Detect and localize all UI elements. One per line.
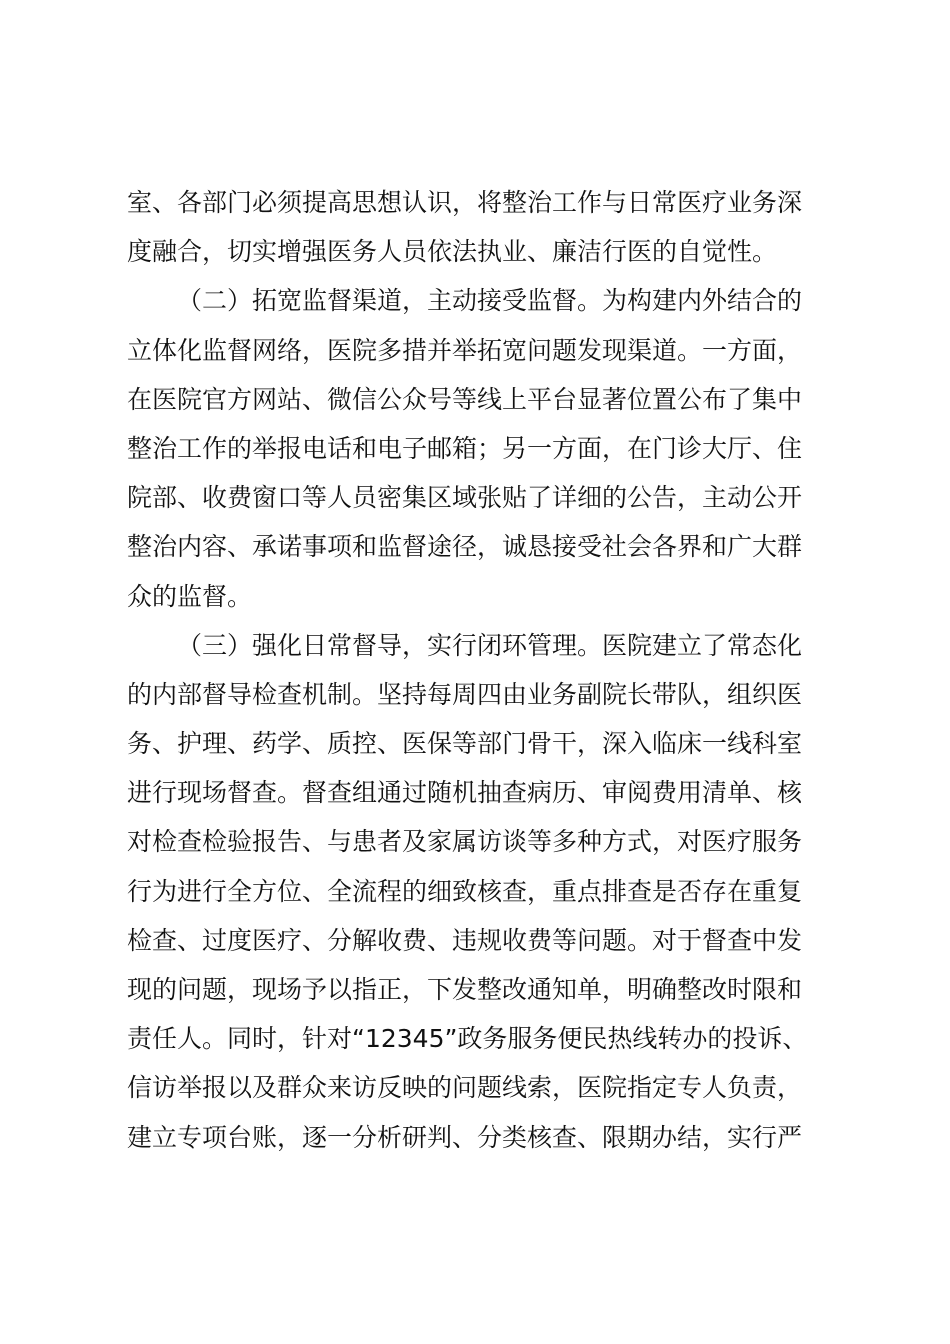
text-line: 室、各部门必须提高思想认识，将整治工作与日常医疗业务深 bbox=[127, 188, 803, 217]
text-line: 责任人。同时，针对“12345”政务服务便民热线转办的投诉、 bbox=[127, 1024, 808, 1054]
text-line: 整治内容、承诺事项和监督途径，诚恳接受社会各界和广大群 bbox=[127, 532, 803, 562]
text-line: 现的问题，现场予以指正，下发整改通知单，明确整改时限和 bbox=[127, 975, 803, 1004]
text-line: 检查、过度医疗、分解收费、违规收费等问题。对于督查中发 bbox=[127, 925, 803, 955]
text-line: 院部、收费窗口等人员密集区域张贴了详细的公告，主动公开 bbox=[127, 483, 803, 513]
body-text bbox=[127, 178, 847, 1162]
text-line: 众的监督。 bbox=[127, 581, 253, 611]
section-heading-line: （二）拓宽监督渠道，主动接受监督。为构建内外结合的 bbox=[177, 286, 803, 316]
section-heading-line: （三）强化日常督导，实行闭环管理。医院建立了常态化 bbox=[177, 630, 803, 660]
text-line: 整治工作的举报电话和电子邮箱；另一方面，在门诊大厅、住 bbox=[127, 433, 803, 463]
text-line: 立体化监督网络，医院多措并举拓宽问题发现渠道。一方面， bbox=[127, 335, 803, 365]
text-line: 在医院官方网站、微信公众号等线上平台显著位置公布了集中 bbox=[127, 384, 803, 414]
text-line: 行为进行全方位、全流程的细致核查，重点排查是否存在重复 bbox=[127, 876, 803, 906]
text-line: 务、护理、药学、质控、医保等部门骨干，深入临床一线科室 bbox=[127, 729, 803, 759]
text-line: 信访举报以及群众来访反映的问题线索，医院指定专人负责， bbox=[127, 1073, 803, 1103]
text-line: 建立专项台账，逐一分析研判、分类核查、限期办结，实行严 bbox=[127, 1122, 803, 1152]
text-line: 度融合，切实增强医务人员依法执业、廉洁行医的自觉性。 bbox=[127, 237, 778, 267]
text-line: 的内部督导检查机制。坚持每周四由业务副院长带队，组织医 bbox=[127, 679, 803, 709]
text-line: 进行现场督查。督查组通过随机抽查病历、审阅费用清单、核 bbox=[127, 778, 803, 808]
text-line: 对检查检验报告、与患者及家属访谈等多种方式，对医疗服务 bbox=[127, 827, 803, 857]
